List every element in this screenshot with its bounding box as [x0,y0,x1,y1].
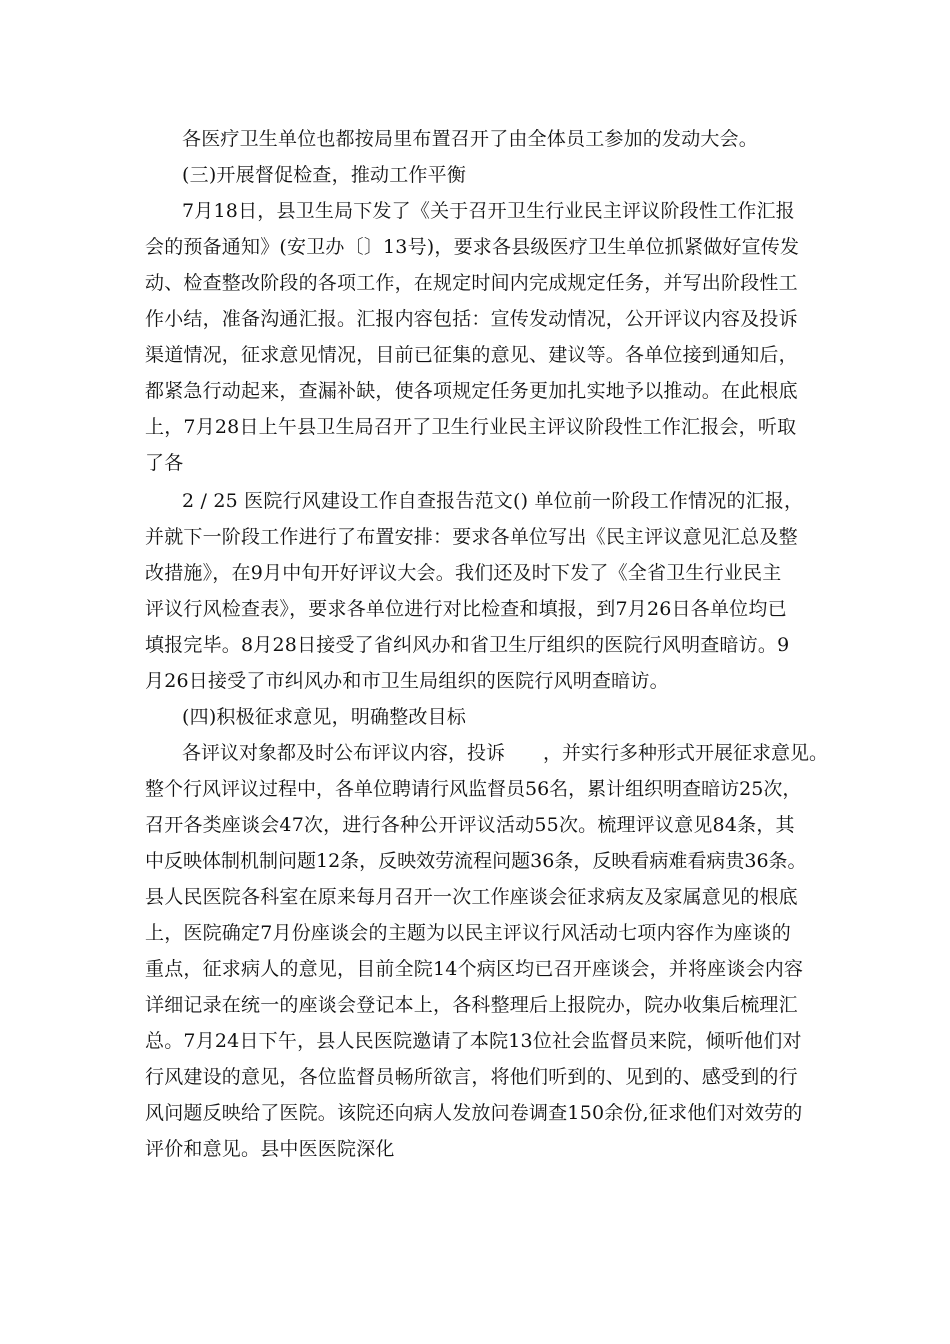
paragraph-line: 改措施》，在9月中旬开好评议大会。我们还及时下发了《全省卫生行业民主 [145,562,782,584]
paragraph-line: 各评议对象都及时公布评议内容，投诉 ，并实行多种形式开展征求意见。 [182,742,829,764]
paragraph-line: 月26日接受了市纠风办和市卫生局组织的医院行风明查暗访。 [145,670,669,692]
paragraph-line: 整个行风评议过程中，各单位聘请行风监督员56名，累计组织明查暗访25次， [145,778,802,800]
paragraph-line: 都紧急行动起来，查漏补缺，使各项规定任务更加扎实地予以推动。在此根底 [145,380,798,402]
paragraph-line: 评议行风检查表》，要求各单位进行对比检查和填报，到7月26日各单位均已 [145,598,787,620]
paragraph-line: 总。7月24日下午，县人民医院邀请了本院13位社会监督员来院，倾听他们对 [145,1030,802,1052]
paragraph-line: 详细记录在统一的座谈会登记本上，各科整理后上报院办，院办收集后梳理汇 [145,994,798,1016]
paragraph-line: 作小结，准备沟通汇报。汇报内容包括：宣传发动情况，公开评议内容及投诉 [145,308,798,330]
paragraph-line: 会的预备通知》(安卫办〔〕13号)，要求各县级医疗卫生单位抓紧做好宣传发 [145,236,800,258]
paragraph-line: 县人民医院各科室在原来每月召开一次工作座谈会征求病友及家属意见的根底 [145,886,798,908]
paragraph-line: 重点，征求病人的意见，目前全院14个病区均已召开座谈会，并将座谈会内容 [145,958,804,980]
paragraph-line: 行风建设的意见，各位监督员畅所欲言，将他们听到的、见到的、感受到的行 [145,1066,798,1088]
paragraph-line: 并就下一阶段工作进行了布置安排：要求各单位写出《民主评议意见汇总及整 [145,526,798,548]
paragraph-line: 填报完毕。8月28日接受了省纠风办和省卫生厅组织的医院行风明查暗访。9 [145,634,790,656]
paragraph-line: 上，7月28日上午县卫生局召开了卫生行业民主评议阶段性工作汇报会，听取 [145,416,797,438]
paragraph-line: 召开各类座谈会47次，进行各种公开评议活动55次。梳理评议意见84条，其 [145,814,795,836]
section-heading: (三)开展督促检查，推动工作平衡 [182,164,467,186]
paragraph-line: 动、检查整改阶段的各项工作，在规定时间内完成规定任务，并写出阶段性工 [145,272,798,294]
paragraph-line: 评价和意见。县中医医院深化 [145,1138,395,1160]
paragraph-line: 中反映体制机制问题12条，反映效劳流程问题36条，反映看病难看病贵36条。 [145,850,807,872]
paragraph-line: 各医疗卫生单位也都按局里布置召开了由全体员工参加的发动大会。 [182,128,759,150]
paragraph-line: 渠道情况，征求意见情况，目前已征集的意见、建议等。各单位接到通知后， [145,344,798,366]
page-footer-line: 2 / 25 医院行风建设工作自查报告范文() 单位前一阶段工作情况的汇报， [182,490,804,512]
paragraph-line: 上，医院确定7月份座谈会的主题为以民主评议行风活动七项内容作为座谈的 [145,922,791,944]
paragraph-line: 风问题反映给了医院。该院还向病人发放问卷调查150余份,征求他们对效劳的 [145,1102,803,1124]
paragraph-line: 了各 [145,452,184,474]
paragraph-line: 7月18日，县卫生局下发了《关于召开卫生行业民主评议阶段性工作汇报 [182,200,795,222]
section-heading: (四)积极征求意见，明确整改目标 [182,706,467,728]
